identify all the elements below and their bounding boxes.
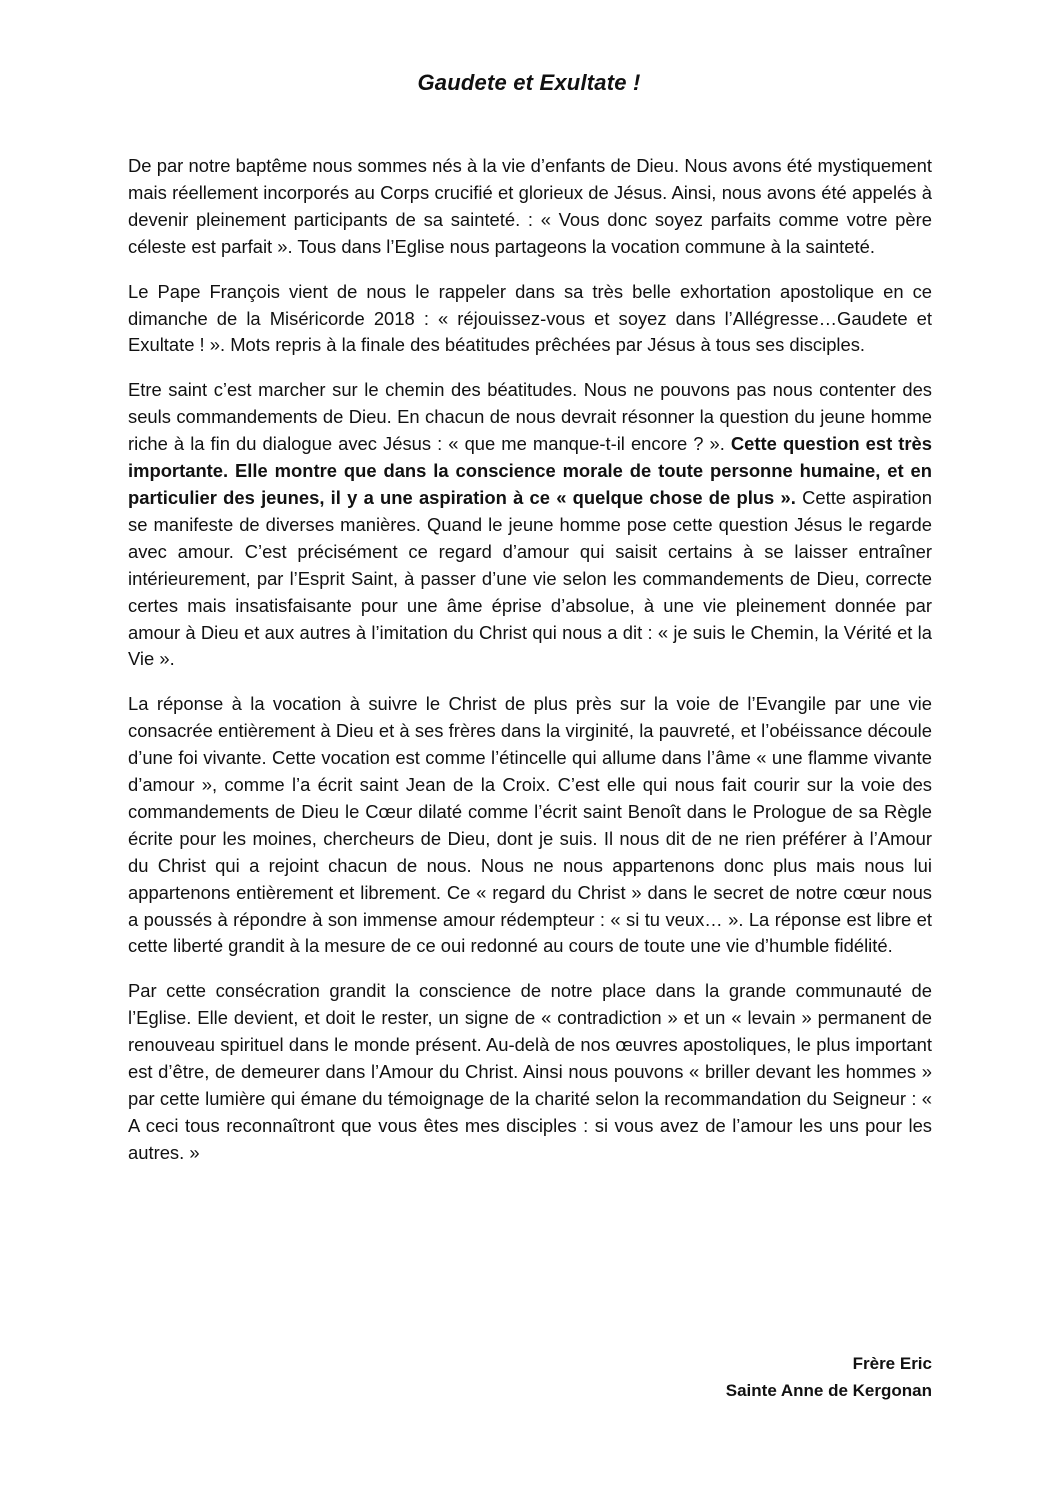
paragraph-1: De par notre baptême nous sommes nés à la vie d’enfants de Dieu. Nous avons été mystiquement mais réellement incorporés au Corps crucifié et glorieux de Jésus. Ainsi, nous avons été appelés à devenir pleinement participants de sa sainteté. : « Vous donc soyez parfaits comme votre père céleste est parfait ». Tous dans l’Eglise nous partageons la vocation commune à la sainteté. <box>128 155 932 257</box>
paragraph-5: Par cette consécration grandit la conscience de notre place dans la grande communauté de l’Eglise. Elle devient, et doit le rester, un signe de « contradiction » et un « levain » permanent de renouveau spirituel dans le monde présent. Au-delà de nos œuvres apostoliques, le plus important est d’être, de demeurer dans l’Amour du Christ. Ainsi nous pouvons « briller devant les hommes » par cette lumière qui émane du témoignage de la charité selon la recommandation du Seigneur : « A ceci tous reconnaîtront que vous êtes mes disciples : si vous avez de l’amour les uns pour les autres. » <box>128 980 932 1163</box>
paragraph-3-bold-text: Cette question est très importante. Elle montre que dans la conscience morale de toute personne humaine, et en particulier des jeunes, il y a une aspiration à ce « quelque chose de plus ». <box>128 433 932 508</box>
paragraph-2: Le Pape François vient de nous le rappeler dans sa très belle exhortation apostolique en ce dimanche de la Miséricorde 2018 : « réjouissez-vous et soyez dans l’Allégresse…Gaudete et Exultate ! ». Mots repris à la finale des béatitudes prêchées par Jésus à tous ses disciples. <box>128 280 932 356</box>
page-title: Gaudete et Exultate ! <box>417 70 641 95</box>
signature-place: Sainte Anne de Kergonan <box>725 1381 932 1400</box>
signature-name: Frère Eric <box>852 1354 932 1373</box>
paragraph-4: La réponse à la vocation à suivre le Christ de plus près sur la voie de l’Evangile par une vie consacrée entièrement à Dieu et à ses frères dans la virginité, la pauvreté, et l’obéissance découle d’une foi vivante. Cette vocation est comme l’étincelle qui allume dans l’âme « une flamme vivante d’amour », comme l’a écrit saint Jean de la Croix. C’est elle qui nous fait courir sur la voie des commandements de Dieu le Cœur dilaté comme l’écrit saint Benoît dans le Prologue de sa Règle écrite pour les moines, chercheurs de Dieu, dont je suis. Il nous dit de ne rien préférer à l’Amour du Christ qui a rejoint chacun de nous. Nous ne nous appartenons donc plus mais nous lui appartenons entièrement et librement. Ce « regard du Christ » dans le secret de notre cœur nous a poussés à répondre à son immense amour rédempteur : « si tu veux… ». La réponse est libre et cette liberté grandit à la mesure de ce oui redonné au cours de toute une vie d’humble fidélité. <box>128 693 932 957</box>
paragraph-3-text-end: Cette aspiration se manifeste de diverses manières. Quand le jeune homme pose cette question Jésus le regarde avec amour. C’est précisément ce regard d’amour qui saisit certains à se laisser entraîner intérieurement, par l’Esprit Saint, à passer d’une vie selon les commandements de Dieu, correcte certes mais insatisfaisante pour une âme éprise d’absolue, à une vie pleinement donnée par amour à Dieu et aux autres à l’imitation du Christ qui nous a dit : « je suis le Chemin, la Vérité et la Vie ». <box>128 486 932 670</box>
document-body <box>128 153 932 1185</box>
signature-block <box>726 1350 932 1404</box>
paragraph-3-text-start: Etre saint c’est marcher sur le chemin des béatitudes. Nous ne pouvons pas nous contenter des seuls commandements de Dieu. En chacun de nous devrait résonner la question du jeune homme riche à la fin du dialogue avec Jésus : « que me manque-t-il encore ? ». <box>128 379 932 455</box>
paragraph-3 <box>128 377 932 673</box>
